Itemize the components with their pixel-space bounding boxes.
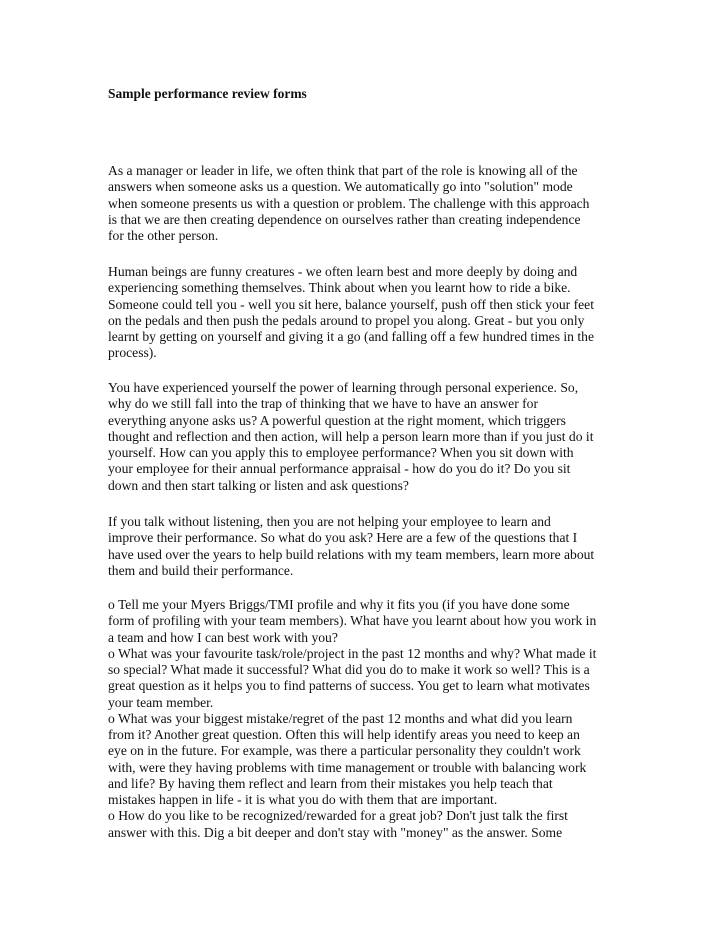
paragraph-line: them and build their performance. xyxy=(108,562,294,578)
question-list-line: from it? Another great question. Often this will help identify areas you need to keep an xyxy=(108,727,580,742)
paragraph-line: experiencing something themselves. Think about when you learnt how to ride a bike. xyxy=(108,280,571,296)
paragraph-experience xyxy=(108,380,628,494)
question-list-line: form of profiling with your team members). What have you learnt about how you work in xyxy=(108,613,597,629)
paragraph-learning xyxy=(108,264,628,362)
question-list-line: with, were they having problems with time management or trouble with balancing work xyxy=(108,759,587,775)
paragraph-line: Someone could tell you - well you sit here, balance yourself, push off then stick your feet xyxy=(108,296,594,312)
paragraph-line: improve their performance. So what do you ask? Here are a few of the questions that I xyxy=(108,530,578,546)
paragraph-line: Human beings are funny creatures - we often learn best and more deeply by doing and xyxy=(108,264,578,279)
paragraph-line: your employee for their annual performance appraisal - how do you do it? Do you sit xyxy=(108,461,571,477)
question-list-line: a team and how I can best work with you? xyxy=(108,629,338,645)
paragraph-line: As a manager or leader in life, we often think that part of the role is knowing all of the xyxy=(108,163,578,178)
paragraph-line: is that we are then creating dependence on ourselves rather than creating independence xyxy=(108,211,581,227)
paragraph-line: have used over the years to help build relations with my team members, learn more about xyxy=(108,546,595,562)
paragraph-line: process). xyxy=(108,345,157,361)
question-list-line: great question as it helps you to find patterns of success. You get to learn what motivates xyxy=(108,678,590,694)
paragraph-line: why do we still fall into the trap of thinking that we have to have an answer for xyxy=(108,396,538,412)
paragraph-line: learnt by getting on yourself and giving it a go (and falling off a few hundred times in the xyxy=(108,329,594,344)
paragraph-line: on the pedals and then push the pedals around to propel you along. Great - but you only xyxy=(108,312,585,328)
question-list-line: o How do you like to be recognized/rewarded for a great job? Don't just talk the first xyxy=(108,808,568,824)
question-list-line: o What was your favourite task/role/project in the past 12 months and why? What made it xyxy=(108,645,597,661)
question-list-line: your team member. xyxy=(108,694,214,710)
question-list-line: mistakes happen in life - it is what you do with them that are important. xyxy=(108,792,498,807)
paragraph-line: thought and reflection and then action, will help a person learn more than if you just do it xyxy=(108,428,594,444)
paragraph-listening xyxy=(108,514,628,579)
paragraph-line: yourself. How can you apply this to employee performance? When you sit down with xyxy=(108,445,574,460)
question-list-line: so special? What made it successful? What did you do to make it work so well? This is a xyxy=(108,662,590,677)
paragraph-line: If you talk without listening, then you are not helping your employee to learn and xyxy=(108,514,551,529)
question-list-line: o Tell me your Myers Briggs/TMI profile and why it fits you (if you have done some xyxy=(108,597,570,612)
paragraph-questions xyxy=(108,597,628,841)
paragraph-line: down and then start talking or listen and ask questions? xyxy=(108,477,409,493)
paragraph-line: everything anyone asks us? A powerful question at the right moment, which triggers xyxy=(108,412,566,428)
paragraph-line: when someone presents us with a question or problem. The challenge with this approach xyxy=(108,195,590,211)
document-title: Sample performance review forms xyxy=(108,86,307,101)
paragraph-line: for the other person. xyxy=(108,228,219,243)
question-list-line: eye on in the future. For example, was there a particular personality they couldn't work xyxy=(108,743,581,759)
question-list-line: o What was your biggest mistake/regret of the past 12 months and what did you learn xyxy=(108,710,573,726)
paragraph-line: answers when someone asks us a question. We automatically go into "solution" mode xyxy=(108,179,573,195)
paragraph-line: You have experienced yourself the power of learning through personal experience. So, xyxy=(108,380,579,395)
question-list-line: and life? By having them reflect and learn from their mistakes you help teach that xyxy=(108,775,553,791)
question-list-line: answer with this. Dig a bit deeper and don't stay with "money" as the answer. Some xyxy=(108,824,563,840)
paragraph-intro xyxy=(108,163,628,244)
